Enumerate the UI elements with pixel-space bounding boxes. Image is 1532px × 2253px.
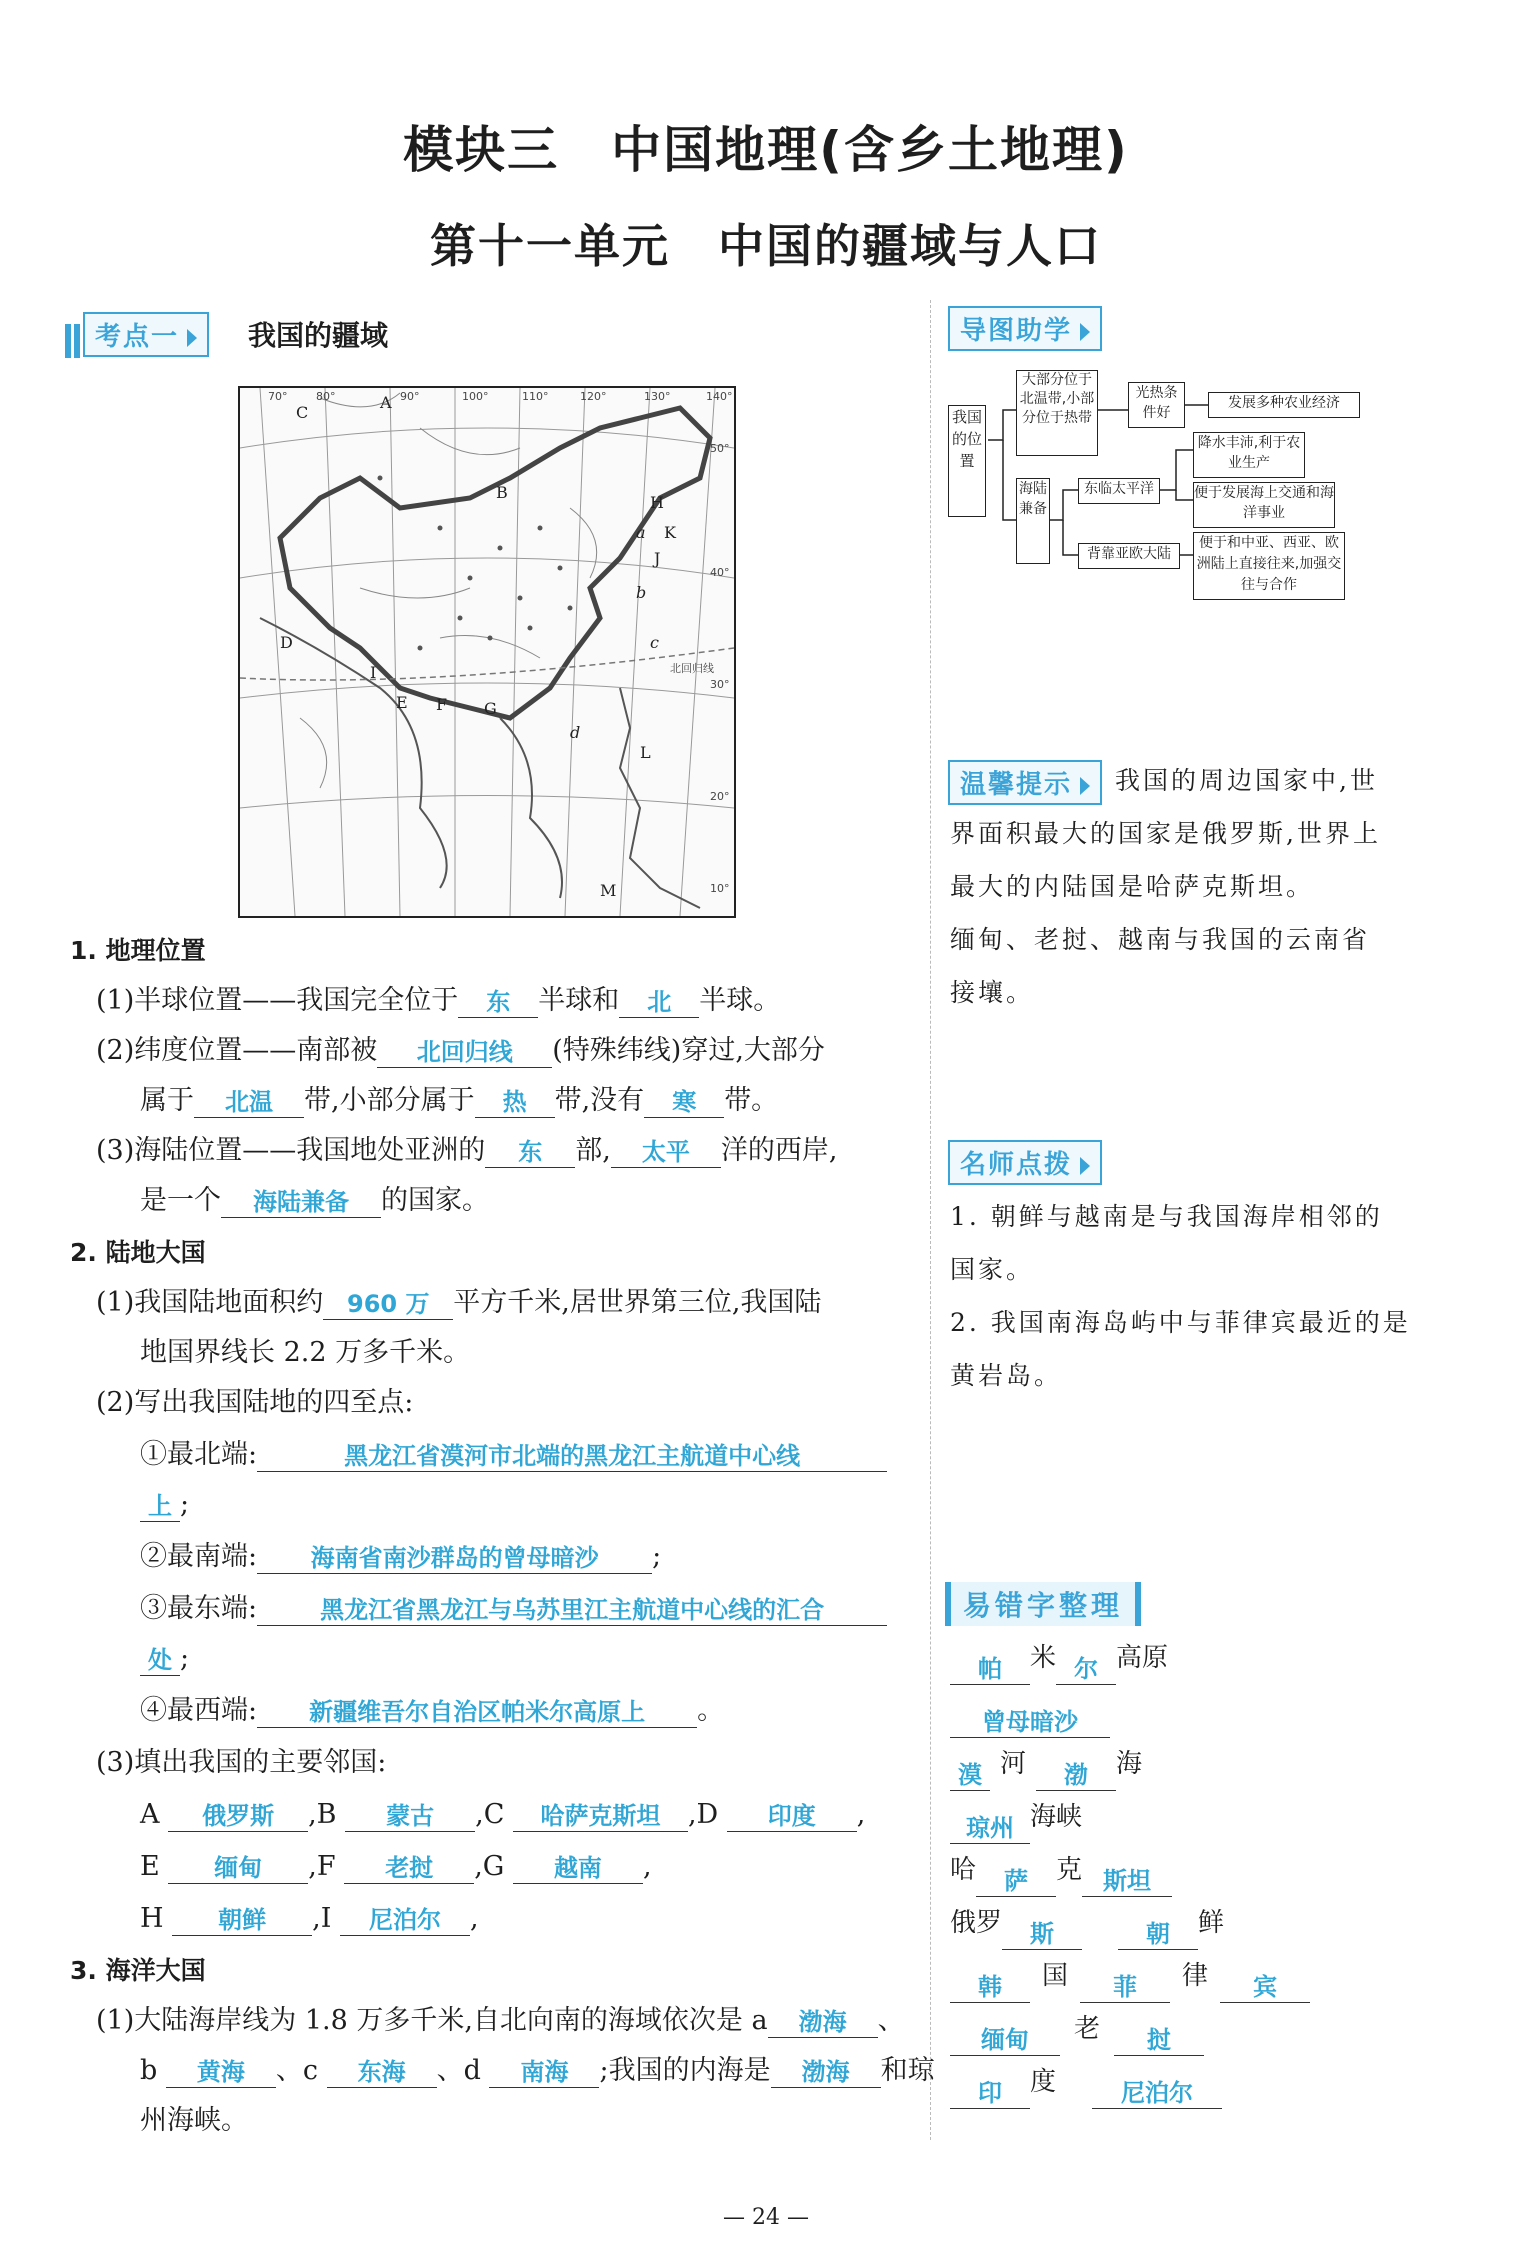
flowchart	[948, 360, 1388, 650]
s2-l2: 地国界线长 2.2 万多千米。	[140, 1337, 471, 1368]
svg-text:I: I	[370, 663, 377, 682]
vocab-row-9: 印 度 尼泊尔	[950, 2056, 1222, 2109]
s2-south: ②最南端: 海南省南沙群岛的曾母暗沙 ;	[140, 1541, 662, 1572]
s1-l4: (3)海陆位置——我国地处亚洲的 东 部, 太平 洋的西岸,	[96, 1135, 838, 1166]
lon-tick: 70°	[268, 390, 288, 403]
svg-text:B: B	[496, 483, 508, 502]
neighbors-row1: A 俄罗斯 ,B 蒙古 ,C 哈萨克斯坦 ,D 印度 ,	[140, 1799, 866, 1830]
s1-l5: 是一个 海陆兼备 的国家。	[140, 1185, 489, 1216]
fc-b1: 大部分位于北温带,小部分位于热带	[1016, 370, 1098, 456]
lon-tick: 130°	[644, 390, 671, 403]
vocab-row-4: 琼州 海峡	[950, 1791, 1082, 1844]
tropic-label: 北回归线	[670, 662, 714, 675]
lon-tick: 90°	[400, 390, 420, 403]
s1-l3: 属于 北温 带,小部分属于 热 带,没有 寒 带。	[140, 1085, 779, 1116]
fc-r1: 降水丰沛,利于农业生产	[1193, 432, 1305, 478]
s2-west: ④最西端: 新疆维吾尔自治区帕米尔高原上 。	[140, 1695, 725, 1726]
daotu-tag: 导图助学	[948, 306, 1102, 351]
vocab-row-1: 帕 米 尔 高原	[950, 1632, 1168, 1685]
neighbors-row2: E 缅甸 ,F 老挝 ,G 越南 ,	[140, 1851, 652, 1882]
svg-text:A: A	[380, 393, 392, 412]
fc-b2b: 背靠亚欧大陆	[1078, 543, 1180, 569]
s2-east-cont: 处 ;	[140, 1642, 189, 1676]
vocab-row-5: 哈 萨 克 斯坦	[950, 1844, 1172, 1897]
teacher-tag: 名师点拨	[948, 1140, 1102, 1185]
svg-text:d: d	[570, 723, 581, 742]
vocab-title: 易错字整理	[945, 1582, 1141, 1626]
svg-text:K: K	[664, 523, 676, 542]
lat-tick: 30°	[710, 678, 730, 691]
china-map	[238, 386, 736, 918]
lat-tick: 10°	[710, 882, 730, 895]
module-title: 模块三 中国地理(含乡土地理)	[403, 121, 1129, 179]
lat-tick: 40°	[710, 566, 730, 579]
tip-line-3: 最大的内陆国是哈萨克斯坦。	[950, 872, 1315, 901]
lon-tick: 120°	[580, 390, 607, 403]
vocab-row-6: 俄罗 斯 朝 鲜	[950, 1908, 1225, 1948]
tip-tag: 温馨提示	[948, 760, 1102, 805]
svg-text:C: C	[296, 403, 309, 422]
lon-tick: 140°	[706, 390, 733, 403]
tip-line-5: 接壤。	[950, 978, 1035, 1007]
page-number: — 24 —	[723, 2205, 809, 2230]
s3-l2: b 黄海 、c 东海 、d 南海 ;我国的内海是 渤海 和琼	[140, 2055, 935, 2086]
fc-b2a: 东临太平洋	[1078, 478, 1160, 504]
svg-text:E: E	[396, 693, 408, 712]
tip-line-1: 我国的周边国家中,世	[1115, 766, 1378, 795]
svg-text:a: a	[636, 523, 646, 542]
teacher-line-2: 国家。	[950, 1255, 1035, 1284]
fc-r2: 便于发展海上交通和海洋事业	[1193, 482, 1335, 528]
svg-text:M: M	[600, 881, 617, 900]
fc-b1r: 光热条件好	[1128, 382, 1185, 428]
s1-l1: (1)半球位置——我国完全位于 东 半球和 北 半球。	[96, 985, 781, 1016]
fc-b2: 海陆兼备	[1016, 478, 1050, 564]
vocab-row-3: 漠 河 渤 海	[950, 1738, 1142, 1791]
teacher-line-3: 2. 我国南海岛屿中与菲律宾最近的是	[950, 1308, 1411, 1337]
fc-r3: 便于和中亚、西亚、欧洲陆上直接往来,加强交往与合作	[1193, 532, 1345, 600]
tip-line-2: 界面积最大的国家是俄罗斯,世界上	[950, 819, 1381, 848]
vocab-row-2: 曾母暗沙	[950, 1685, 1110, 1738]
teacher-line-4: 黄岩岛。	[950, 1361, 1063, 1390]
neighbors-row3: H 朝鲜 ,I 尼泊尔 ,	[140, 1903, 479, 1934]
lon-tick: 80°	[316, 390, 336, 403]
tip-line-4: 缅甸、老挝、越南与我国的云南省	[950, 925, 1371, 954]
fc-root: 我国的位置	[948, 405, 986, 517]
svg-text:b: b	[636, 583, 647, 602]
s3-l1: (1)大陆海岸线为 1.8 万多千米,自北向南的海域依次是 a 渤海 、	[96, 2005, 905, 2036]
kaodian-title: 我国的疆域	[248, 319, 389, 352]
s3-heading: 3. 海洋大国	[70, 1956, 206, 1985]
svg-text:G: G	[484, 699, 497, 718]
s2-l4: (3)填出我国的主要邻国:	[96, 1747, 387, 1778]
svg-text:F: F	[436, 695, 448, 714]
teacher-line-1: 1. 朝鲜与越南是与我国海岸相邻的	[950, 1202, 1383, 1231]
s2-north: ①最北端: 黑龙江省漠河市北端的黑龙江主航道中心线	[140, 1438, 887, 1472]
s3-l3: 州海峡。	[140, 2105, 248, 2136]
lat-tick: 20°	[710, 790, 730, 803]
s1-l2: (2)纬度位置——南部被 北回归线 (特殊纬线)穿过,大部分	[96, 1035, 825, 1066]
fc-b1rr: 发展多种农业经济	[1208, 392, 1360, 418]
unit-title: 第十一单元 中国的疆域与人口	[430, 219, 1102, 273]
s2-east: ③最东端: 黑龙江省黑龙江与乌苏里江主航道中心线的汇合	[140, 1592, 887, 1626]
svg-text:H: H	[650, 493, 664, 512]
vocab-row-7: 韩 国 菲 律 宾	[950, 1950, 1310, 2003]
svg-text:c: c	[650, 633, 659, 652]
svg-text:L: L	[640, 743, 651, 762]
svg-text:J: J	[654, 549, 661, 568]
s2-l3: (2)写出我国陆地的四至点:	[96, 1387, 414, 1418]
lon-tick: 100°	[462, 390, 489, 403]
s2-north-cont: 上 ;	[140, 1488, 189, 1522]
s2-l1: (1)我国陆地面积约 960 万 平方千米,居世界第三位,我国陆	[96, 1287, 822, 1318]
s1-heading: 1. 地理位置	[70, 936, 206, 965]
svg-text:D: D	[280, 633, 293, 652]
column-divider	[930, 300, 931, 2140]
s2-heading: 2. 陆地大国	[70, 1238, 206, 1267]
lat-tick: 50°	[710, 442, 730, 455]
vocab-row-8: 缅甸 老 挝	[950, 2003, 1204, 2056]
lon-tick: 110°	[522, 390, 549, 403]
kaodian-tag: 考点一	[65, 312, 209, 358]
